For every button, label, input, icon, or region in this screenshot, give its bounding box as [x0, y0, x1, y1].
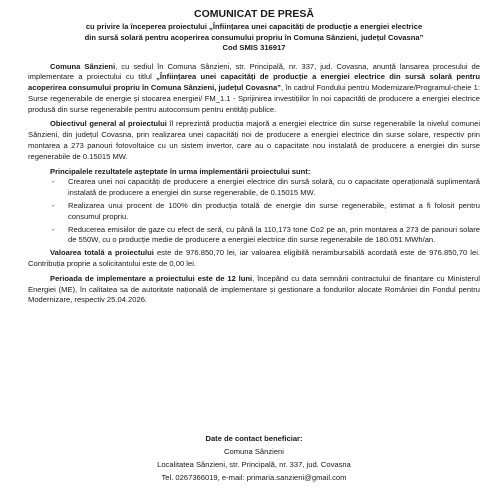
contact-name: Comuna Sânzieni: [224, 447, 284, 456]
intro-text-1: , cu sediul în Comuna Sânzieni, str. Principală, nr. 337, jud. Covasna, anunță lansarea procesului de implementare a proiectului cu titlul: [28, 61, 480, 82]
value-paragraph: [28, 248, 480, 270]
document-title: COMUNICAT DE PRESĂ: [194, 8, 314, 20]
result-item-1: - Crearea unei noi capacități de producere a energiei electrice din sursă solară, cu o capacitate operațională suplimentară instalată de producere a energiei din surse regenerabile, de 0.15015 MW.: [52, 177, 480, 199]
beneficiary-name: Comuna Sânzieni: [50, 61, 116, 71]
period-paragraph: [28, 274, 480, 306]
project-title: „Înființarea unei capacități de producție a energiei electrice din sursă solară pentru acoperirea consumului propriu în Comuna Sânzieni, județul Covasna”: [28, 72, 480, 93]
results-list: [28, 177, 480, 246]
project-code: Cod SMIS 316917: [222, 43, 286, 52]
results-heading: Principalele rezultatele așteptate în urma implementării proiectului sunt:: [50, 166, 311, 176]
contact-block: [28, 432, 480, 484]
contact-address: Localitatea Sânzieni, str. Principală, nr. 337, jud. Covasna: [157, 460, 351, 469]
objective-label: Obiectivul general al proiectului: [50, 119, 167, 129]
contact-heading: Date de contact beneficiar:: [205, 434, 303, 443]
value-text: este de 976.850,70 lei, iar valoarea eligibilă nerambursabilă acordată este de 976.850,70 lei. Contribuția proprie a solicitantului este de 0,00 lei.: [28, 248, 480, 269]
contact-phone-email: Tel. 0267366019, e-mail: primaria.sanzieni@gmail.com: [161, 473, 347, 482]
press-release-document: [28, 8, 480, 306]
objective-text: îl reprezintă producția majoră a energiei electrice din surse regenerabile la nivelul comunei Sânzieni, din județul Covasna, prin realizarea unei capacități noi de producere a energiei electrice din surse solare, respectiv prin montarea a 273 panouri fotovoltaice cu un sistem invertor, care au o capacitate nou instalată de producere a energiei din surse regenerabile de 0.15015 MW.: [28, 119, 481, 161]
intro-paragraph: [28, 62, 480, 116]
result-item-2: - Realizarea unui procent de 100% din producția totală de energie din surse regenerabile, estimat a fi folosit pentru consumul propriu.: [52, 201, 480, 223]
objective-paragraph: [28, 119, 480, 162]
subtitle-line-1: cu privire la începerea proiectului „Înființarea unei capacități de producție a energiei electrice: [85, 22, 423, 31]
value-label: Valoarea totală a proiectului: [50, 248, 154, 258]
subtitle-line-2: din sursă solară pentru acoperirea consumului propriu în Comuna Sânzieni, județul Covasna”: [84, 32, 424, 42]
intro-text-2: , în cadrul Fondului pentru Modernizare/Programul-cheie 1: Surse regenerabile de energie și stocarea energiei/ FM_1.1 - Sprijinirea investițiilor în noi capacități de producere a energiei electrice produsă din surse regenerabile pentru autoconsum pentru entități publice.: [28, 83, 480, 114]
period-text: , începând cu data semnării contractului de finanțare cu Ministerul Energiei (ME), în calitatea sa de autoritate națională de implementare și gestionare a fondurilor alocate României din Fondul pentru Modernizare, respectiv 25.04.2026.: [28, 273, 480, 305]
period-label: Perioada de implementare a proiectului este de 12 luni: [50, 273, 253, 283]
result-item-3: - Reducerea emisiilor de gaze cu efect de seră, cu până la 110,173 tone Co2 pe an, prin montarea a 273 de panouri solare de 550W, cu o producție medie de producere a energiei electrice din surse regenerabile de 180.051 MWh/an.: [52, 225, 480, 247]
